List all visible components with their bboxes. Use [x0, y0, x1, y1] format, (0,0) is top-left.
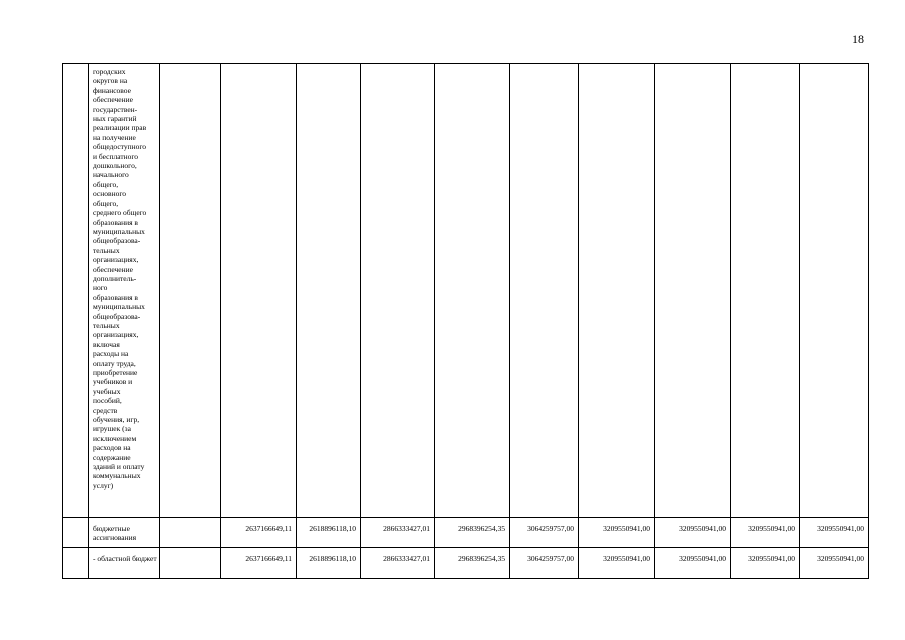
- description-line: учебников и: [93, 377, 133, 387]
- value-cell: 2866333427,01: [361, 548, 435, 579]
- description-line: обучения, игр,: [93, 415, 140, 425]
- description-line: основного: [93, 189, 126, 199]
- empty-cell: [160, 548, 221, 579]
- description-line: коммунальных: [93, 471, 141, 481]
- description-line: пособий,: [93, 396, 122, 406]
- value-cell: 2637166649,11: [221, 548, 297, 579]
- value-cell: 2866333427,01: [361, 518, 435, 548]
- description-line: общеобразова-: [93, 236, 141, 246]
- description-line: содержание: [93, 452, 131, 462]
- description-line: оплату труда,: [93, 358, 136, 368]
- description-line: исключением: [93, 433, 137, 443]
- description-line: общеобразова-: [93, 311, 141, 321]
- description-line: общедоступного: [93, 142, 146, 152]
- row-label: бюджетные ассигнования: [89, 518, 160, 548]
- empty-cell: [221, 64, 297, 518]
- index-cell: [63, 548, 89, 579]
- description-line: финансовое: [93, 85, 131, 95]
- description-line: расходы на: [93, 349, 129, 359]
- row-label: - областной бюджет: [89, 548, 160, 579]
- empty-cell: [361, 64, 435, 518]
- description-line: игрушек (за: [93, 424, 131, 434]
- empty-cell: [800, 64, 869, 518]
- value-cell: 3064259757,00: [510, 548, 579, 579]
- regional-budget-row: [63, 548, 869, 579]
- empty-cell: [160, 518, 221, 548]
- value-cell: 3209550941,00: [731, 548, 800, 579]
- budget-table: [62, 63, 869, 579]
- value-cell: 2968396254,35: [435, 518, 510, 548]
- value-cell: 3209550941,00: [655, 518, 731, 548]
- description-line: дошкольного,: [93, 161, 137, 171]
- description-line: начального: [93, 170, 129, 180]
- description-line: образования в: [93, 217, 138, 227]
- description-line: государствен-: [93, 104, 138, 114]
- value-cell: 3209550941,00: [579, 548, 655, 579]
- description-line: и бесплатного: [93, 151, 139, 161]
- index-cell: [63, 64, 89, 518]
- value-cell: 3209550941,00: [655, 548, 731, 579]
- description-line: среднего общего: [93, 208, 147, 218]
- description-line: общего,: [93, 198, 119, 208]
- empty-cell: [297, 64, 361, 518]
- description-line: образования в: [93, 292, 138, 302]
- description-line: услуг): [93, 480, 114, 490]
- empty-cell: [435, 64, 510, 518]
- value-cell: 2637166649,11: [221, 518, 297, 548]
- description-line: приобретение: [93, 368, 138, 377]
- description-line: организациях,: [93, 330, 139, 340]
- value-cell: 3209550941,00: [579, 518, 655, 548]
- description-line: обеспечение: [93, 95, 133, 105]
- description-line: округов на: [93, 76, 128, 86]
- description-line: включая: [93, 339, 120, 349]
- description-line: зданий и оплату: [93, 462, 145, 472]
- description-line: тельных: [93, 320, 120, 330]
- empty-cell: [579, 64, 655, 518]
- description-line: организациях,: [93, 255, 139, 265]
- description-line: ных гарантий: [93, 114, 137, 124]
- description-row: [63, 64, 869, 518]
- description-line: муниципальных: [93, 302, 145, 312]
- description-line: реализации прав: [93, 123, 147, 133]
- description-line: средств: [93, 405, 118, 415]
- description-line: учебных: [93, 386, 121, 396]
- empty-cell: [160, 64, 221, 518]
- empty-cell: [510, 64, 579, 518]
- description-cell: [89, 64, 160, 518]
- index-cell: [63, 518, 89, 548]
- empty-cell: [655, 64, 731, 518]
- description-line: расходов на: [93, 443, 131, 453]
- empty-cell: [731, 64, 800, 518]
- value-cell: 2968396254,35: [435, 548, 510, 579]
- description-line: ного: [93, 283, 108, 293]
- description-line: общего,: [93, 179, 119, 189]
- description-line: на получение: [93, 132, 136, 142]
- value-cell: 3209550941,00: [800, 548, 869, 579]
- page-number: 18: [852, 32, 864, 46]
- description-line: дополнитель-: [93, 273, 137, 283]
- description-line: муниципальных: [93, 226, 145, 236]
- description-line: тельных: [93, 245, 120, 255]
- value-cell: 2618896118,10: [297, 518, 361, 548]
- value-cell: 3209550941,00: [731, 518, 800, 548]
- description-line: городских: [93, 67, 126, 76]
- budget-allocations-row: [63, 518, 869, 548]
- value-cell: 3064259757,00: [510, 518, 579, 548]
- value-cell: 3209550941,00: [800, 518, 869, 548]
- description-line: обеспечение: [93, 264, 133, 274]
- value-cell: 2618896118,10: [297, 548, 361, 579]
